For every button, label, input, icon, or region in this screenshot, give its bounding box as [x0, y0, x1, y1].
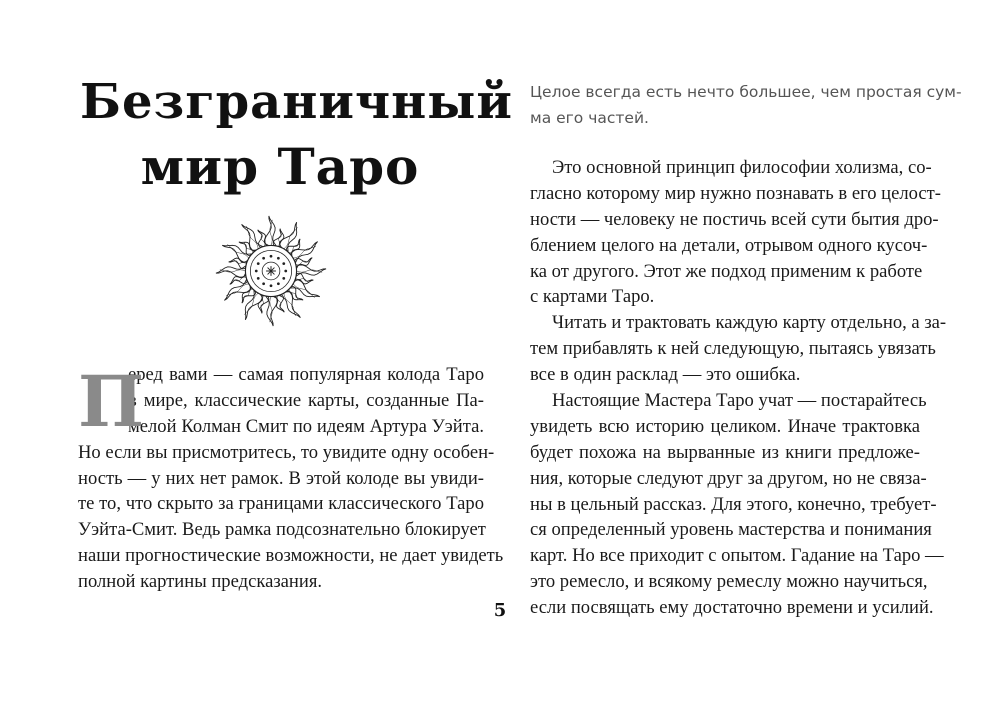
text-line: ны в цельный рассказ. Для этого, конечно, требует-	[530, 493, 937, 515]
text-line: еред вами — самая популярная колода Таро	[128, 364, 484, 385]
sun-ray-hatch	[293, 246, 316, 258]
zodiac-mark	[277, 282, 280, 285]
zodiac-mark	[277, 257, 280, 260]
sun-ray-hatch	[246, 226, 258, 249]
text-line: будет похожа на вырванные из книги предложе-	[530, 441, 920, 463]
text-line: Уэйта-Смит. Ведь рамка подсознательно блокирует	[78, 519, 486, 541]
zodiac-mark	[262, 257, 265, 260]
text-line: увидеть всю историю целиком. Иначе трактовка	[530, 415, 920, 437]
text-line: ка от другого. Этот же подход применим к работе	[530, 260, 923, 282]
sun-ray	[242, 224, 263, 251]
sun-zodiac-icon	[212, 212, 330, 330]
zodiac-mark	[262, 282, 265, 285]
paragraph-3	[530, 388, 944, 621]
paragraph-1	[530, 155, 941, 310]
text-line: ность — у них нет рамок. В этой колоде вы увиди-	[78, 467, 484, 489]
text-line: если посвящать ему достаточно времени и усилий.	[530, 597, 934, 619]
chapter-title-line-2: мир Таро	[140, 137, 420, 196]
zodiac-mark	[282, 277, 285, 280]
text-line: с картами Таро.	[530, 286, 655, 308]
intro-paragraph	[78, 360, 504, 595]
zodiac-mark	[284, 270, 287, 273]
zodiac-mark	[257, 262, 260, 265]
text-line: наши прогностические возможности, не дает увидеть	[78, 545, 504, 567]
text-line: ния, которые следуют друг за другом, но не связа-	[530, 467, 927, 489]
zodiac-mark	[270, 255, 273, 258]
text-line: Но если вы присмотритесь, то увидите одну особен-	[78, 441, 495, 463]
text-line: блением целого на детали, отрывом одного кусоч-	[530, 234, 928, 256]
text-line: Настоящие Мастера Таро учат — постарайтесь	[552, 390, 927, 412]
sun-ray	[291, 242, 318, 263]
text-line: карт. Но все приходит с опытом. Гадание на Таро —	[530, 545, 944, 567]
text-line: те то, что скрыто за границами классического Таро	[78, 493, 484, 515]
epigraph-line: ма его частей.	[530, 108, 649, 127]
text-line: все в один расклад — это ошибка.	[530, 364, 801, 386]
text-line: это ремесло, и всякому ремеслу можно научиться,	[530, 571, 928, 593]
drop-cap: П	[78, 360, 145, 443]
sun-ray-hatch	[226, 284, 249, 296]
zodiac-mark	[255, 270, 258, 273]
zodiac-mark	[257, 277, 260, 280]
text-line: в мире, классические карты, созданные Па-	[128, 389, 484, 411]
chapter-title-line-1: Безграничный	[80, 74, 513, 130]
sun-ray	[280, 291, 301, 318]
text-line: ся определенный уровень мастерства и понимания	[530, 519, 932, 541]
epigraph	[530, 80, 962, 132]
text-line: ности — человеку не постичь всей сути бытия дро-	[530, 208, 939, 230]
main-text	[530, 155, 947, 621]
text-line: Читать и трактовать каждую карту отдельно, а за-	[552, 312, 947, 334]
epigraph-line: Целое всегда есть нечто большее, чем простая сум-	[530, 83, 962, 101]
paragraph-2	[530, 310, 947, 388]
zodiac-mark	[270, 284, 273, 287]
text-line: гласно которому мир нужно познавать в его целост-	[530, 182, 941, 204]
text-line: Это основной принцип философии холизма, со-	[552, 157, 932, 178]
sun-ray	[224, 280, 251, 301]
text-line: полной картины предсказания.	[78, 571, 323, 593]
sun-ray-hatch	[284, 293, 296, 316]
text-line: мелой Колман Смит по идеям Артура Уэйта.	[128, 415, 484, 437]
zodiac-mark	[282, 262, 285, 265]
text-line: тем прибавлять к ней следующую, пытаясь увязать	[530, 338, 936, 360]
page-number: 5	[493, 600, 507, 621]
